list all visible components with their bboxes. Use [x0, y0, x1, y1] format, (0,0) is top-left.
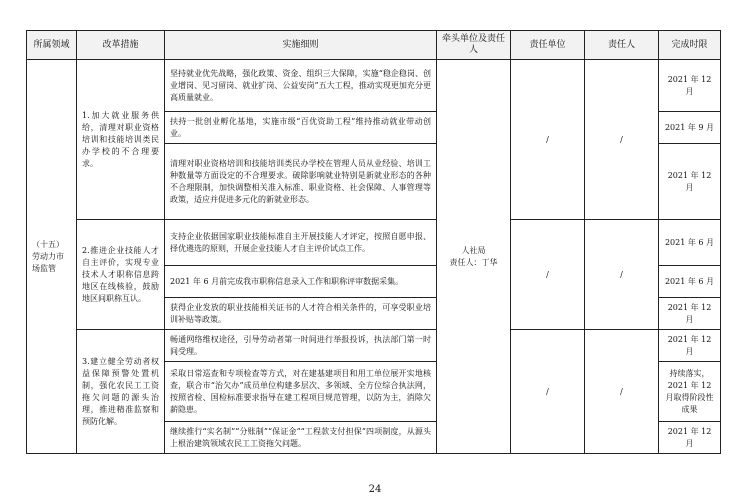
header-field: 所属领域 [27, 31, 77, 60]
unit-cell: / [511, 330, 585, 454]
measure-cell: 1.加大就业服务供给，清理对职业资格培训和技能培训类民办学校的不合理要求。 [77, 60, 165, 220]
deadline-cell: 2021 年 12 月 [659, 144, 721, 220]
measure-cell: 3.建立健全劳动者权益保障预警处置机制，强化农民工工资拖欠问题的源头治理，推进精准监察和预防化解。 [77, 330, 165, 454]
header-measure: 改革措施 [77, 31, 165, 60]
deadline-cell: 2021 年 12 月 [659, 60, 721, 112]
deadline-cell: 持续落实，2021 年 12 月取得阶段性成果 [659, 362, 721, 422]
header-deadline: 完成时限 [659, 31, 721, 60]
deadline-cell: 2021 年 12 月 [659, 422, 721, 454]
header-detail: 实施细则 [165, 31, 437, 60]
reform-table [26, 30, 721, 454]
header-person: 责任人 [585, 31, 659, 60]
person-cell: / [585, 60, 659, 220]
unit-cell: / [511, 220, 585, 330]
person-cell: / [585, 220, 659, 330]
header-unit: 责任单位 [511, 31, 585, 60]
detail-cell: 2021 年 6 月前完成我市职称信息录入工作和职称评审数据采集。 [165, 266, 437, 298]
lead-person: 责任人：丁华 [449, 257, 498, 267]
unit-cell: / [511, 60, 585, 220]
table-row [27, 60, 721, 112]
detail-cell: 清理对职业资格培训和技能培训类民办学校在管理人员从业经验、培训工种数量等方面设定的不合理要求。破除影响就业特别是新就业形态的各种不合理限制，加快调整相关准入标准、职业资格、社会保障、人事管理等政策，适应并促进多元化的新就业形态。 [165, 144, 437, 220]
table-row [27, 330, 721, 362]
deadline-cell: 2021 年 6 月 [659, 266, 721, 298]
deadline-cell: 2021 年 6 月 [659, 220, 721, 266]
detail-cell: 支持企业依据国家职业技能标准自主开展技能人才评定，按照自愿申报、择优遴选的原则，开展企业技能人才自主评价试点工作。 [165, 220, 437, 266]
lead-cell [437, 60, 511, 454]
detail-cell: 继续推行“实名制”“分账制”“保证金”“工程款支付担保”四项制度，从源头上根治建筑领域农民工工资拖欠问题。 [165, 422, 437, 454]
detail-cell: 坚持就业优先战略，强化政策、资金、组织三大保障，实施“稳企稳岗、创业增岗、见习留岗、就业扩岗、公益安岗”五大工程，推动实现更加充分更高质量就业。 [165, 60, 437, 112]
page-number: 24 [368, 484, 382, 495]
person-cell: / [585, 330, 659, 454]
field-cell: （十五）劳动力市场监管 [27, 60, 77, 454]
header-lead: 牵头单位及责任人 [437, 31, 511, 60]
deadline-cell: 2021 年 12 月 [659, 298, 721, 330]
table-row [27, 220, 721, 266]
measure-cell: 2.推进企业技能人才自主评价，实现专业技术人才职称信息跨地区在线核验，鼓励地区间职称互认。 [77, 220, 165, 330]
detail-cell: 采取日常巡查和专项检查等方式，对在建基建项目和用工单位展开实地核查，联合市“治欠办”成员单位构建多层次、多领域、全方位综合执法网，按照省检、国检标准要求指导在建工程项目规范管理，以防为主，消除欠薪隐患。 [165, 362, 437, 422]
detail-cell: 扶持一批创业孵化基地，实施市级“百优资助工程”维持推动就业带动创业。 [165, 112, 437, 144]
lead-unit: 人社局 [461, 245, 486, 255]
deadline-cell: 2021 年 9 月 [659, 112, 721, 144]
deadline-cell: 2021 年 12 月 [659, 330, 721, 362]
header-row [27, 31, 721, 60]
detail-cell: 畅通网络维权途径，引导劳动者第一时间进行举报投诉，执法部门第一时间受理。 [165, 330, 437, 362]
detail-cell: 获得企业发放的职业技能相关证书的人才符合相关条件的，可享受职业培训补贴等政策。 [165, 298, 437, 330]
